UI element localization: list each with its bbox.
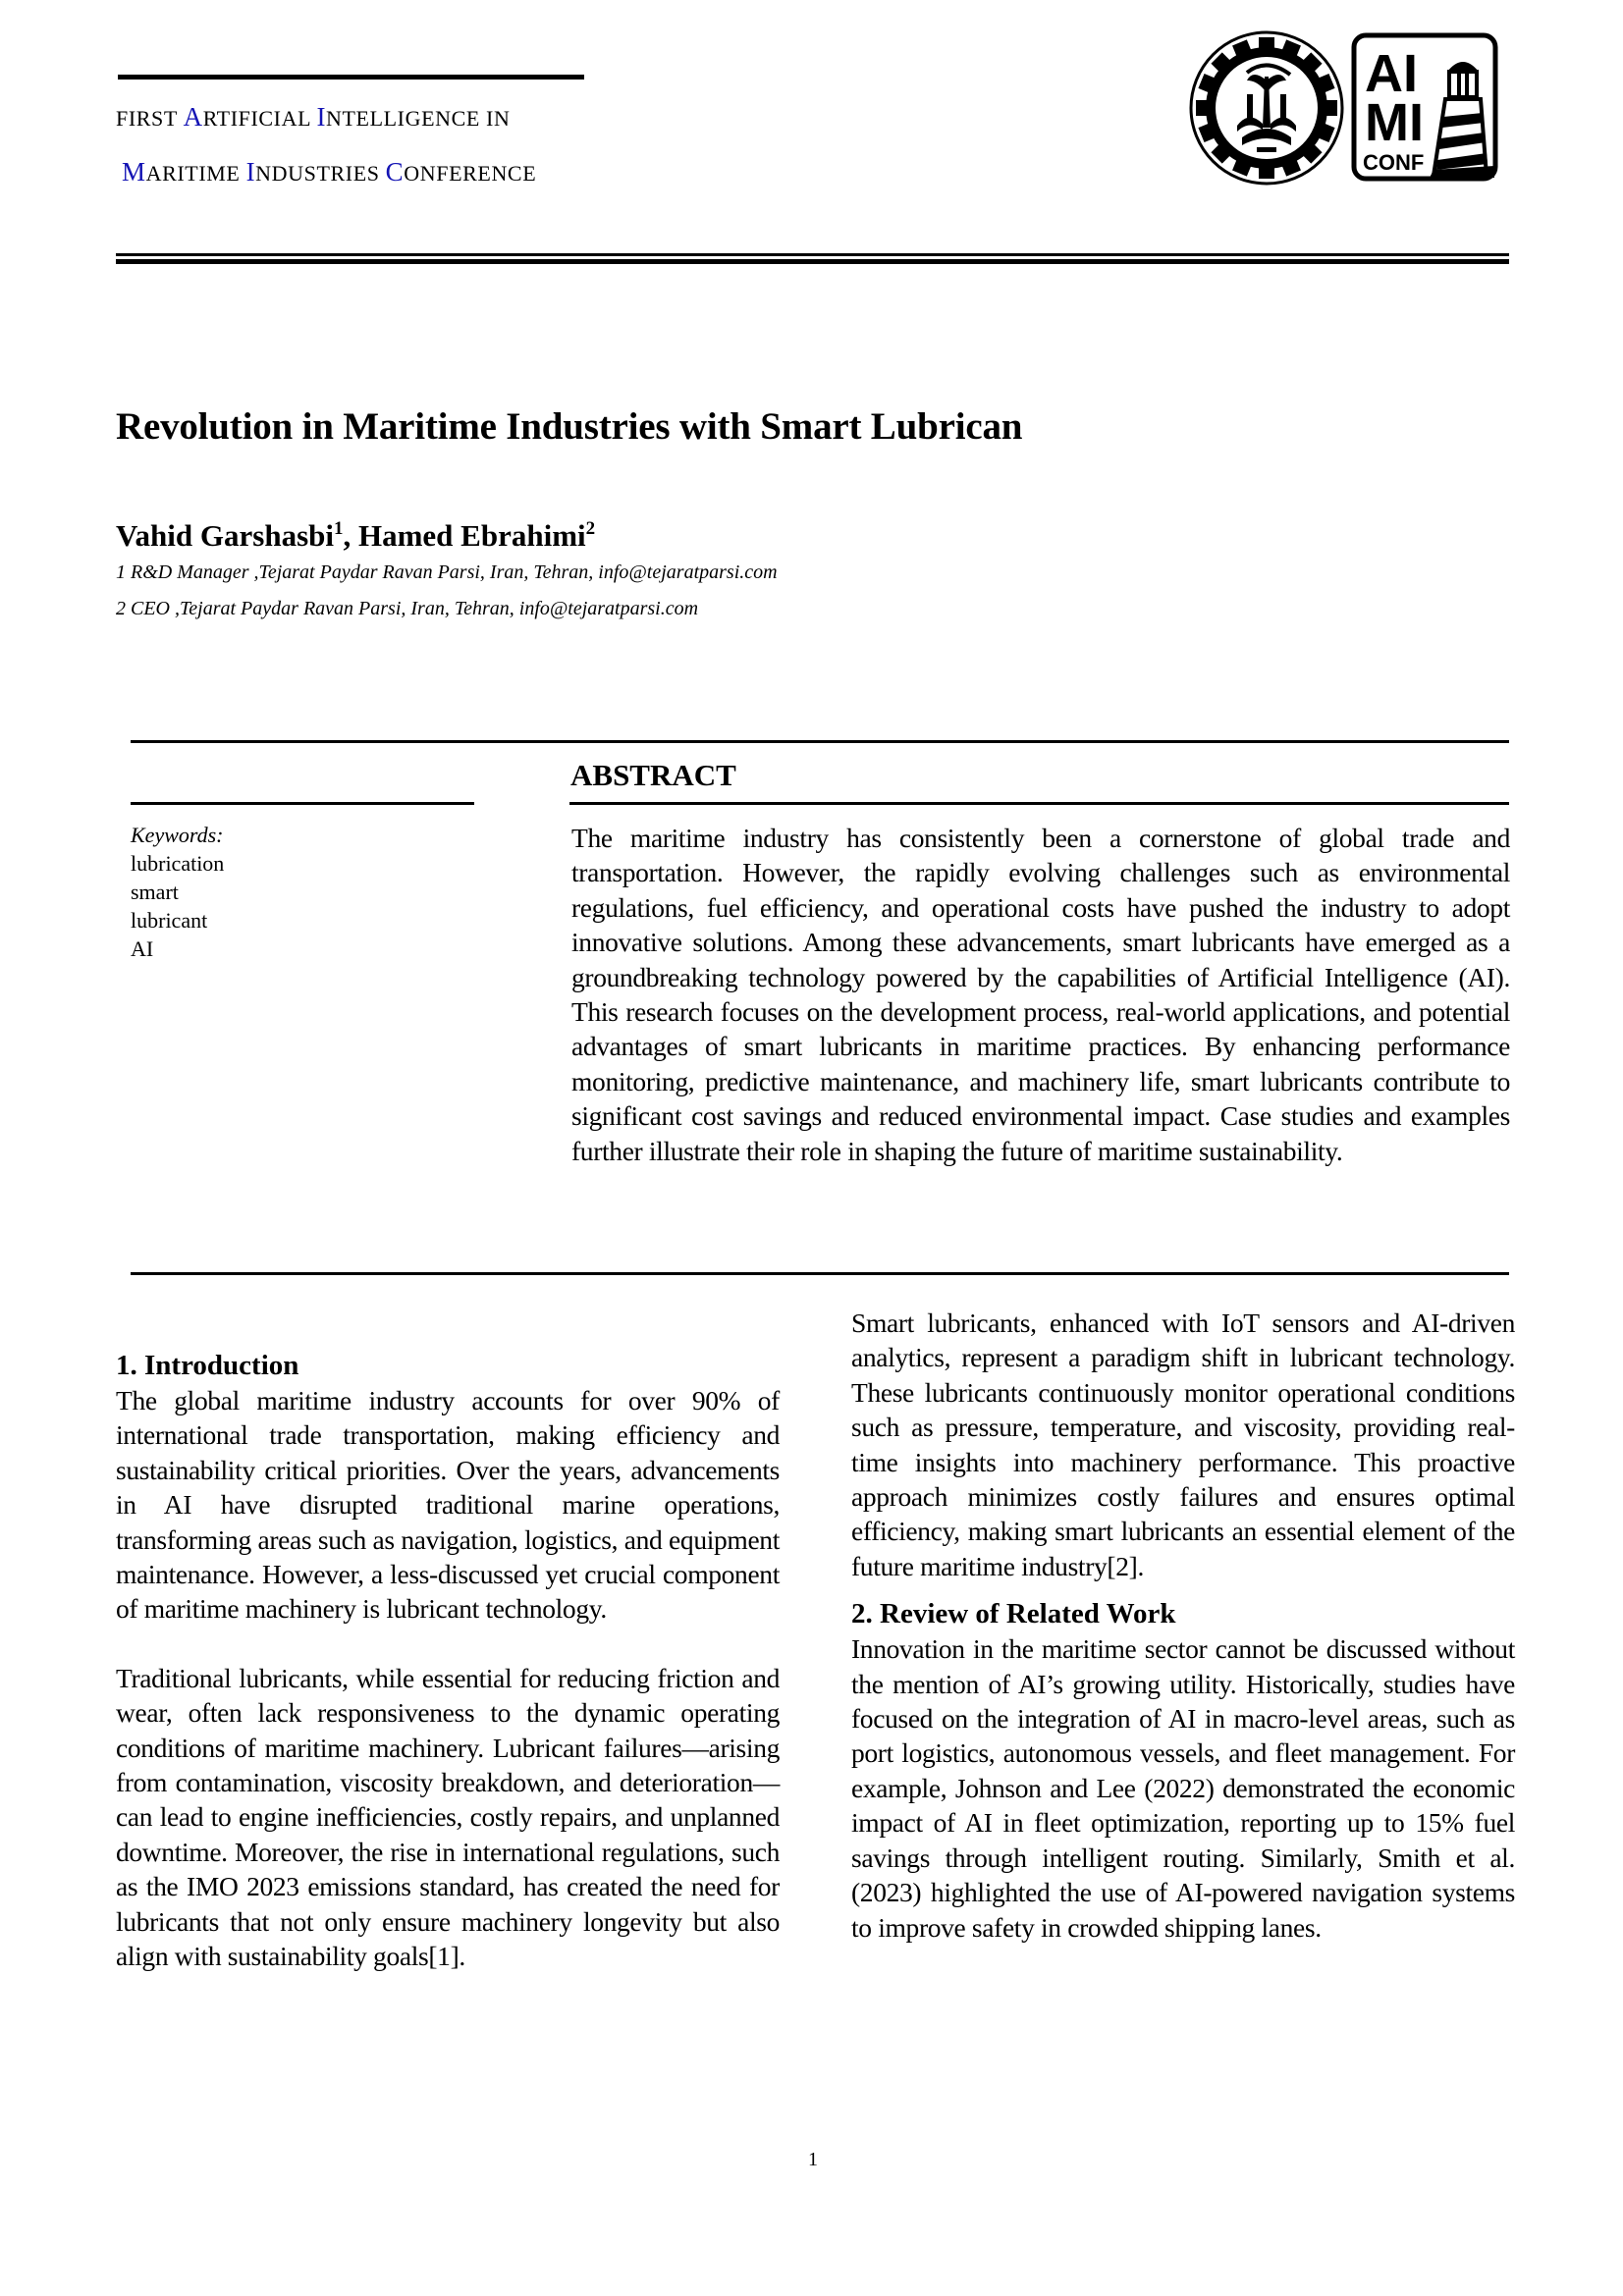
keywords-rule <box>131 802 474 805</box>
abstract-top-rule <box>131 740 1509 743</box>
left-column <box>116 1349 780 1974</box>
keyword-item: smart <box>131 880 179 904</box>
conference-name-line-2: MARITIME INDUSTRIES CONFERENCE <box>122 157 537 187</box>
author-affiliation-marker: 2 <box>585 518 596 539</box>
keyword-item: lubricant <box>131 908 208 933</box>
paragraph: Traditional lubricants, while essential for reducing friction and wear, often lack responsiveness to the dynamic operating conditions of maritime machinery. Lubricant failures—arising from contamination, viscosity breakdown, and deterioration—can lead to engine inefficiencies, costly repairs, and unplanned downtime. Moreover, the rise in international regulations, such as the IMO 2023 emissions standard, has created the need for lubricants that not only ensure machinery longevity but also align with sustainability goals[1]. <box>116 1662 780 1972</box>
keyword-item: AI <box>131 936 154 961</box>
abstract-body: The maritime industry has consistently been a cornerstone of global trade and transportation. However, the rapidly evolving challenges such as environmental regulations, fuel efficiency, and operational costs have pushed the industry to adopt innovative solutions. Among these advancements, smart lubricants have emerged as a groundbreaking technology powered by the capabilities of Artificial Intelligence (AI). This research focuses on the development process, real-world applications, and potential advantages of smart lubricants in maritime practices. By enhancing performance monitoring, predictive maintenance, and machinery life, smart lubricants contribute to significant cost savings and reduced environmental impact. Case studies and examples further illustrate their role in shaping the future of maritime sustainability. <box>571 823 1510 1166</box>
author-list: Vahid Garshasbi$^1$, Hamed Ebrahimi$^2$ <box>116 518 596 553</box>
highlight-letter: M <box>122 157 146 187</box>
aimi-conference-logo <box>1351 32 1498 182</box>
abstract-heading: ABSTRACT <box>570 758 736 792</box>
section-heading-related-work: 2. Review of Related Work <box>851 1598 1176 1630</box>
paragraph: Smart lubricants, enhanced with IoT sensors and AI-driven analytics, represent a paradigm shift in lubricant technology. These lubricants continuously monitor operational conditions such as pressure, temperature, and viscosity, providing real-time insights into machinery performance. This proactive approach minimizes costly failures and ensures optimal efficiency, making smart lubricants an essential element of the future maritime industry[2]. <box>851 1308 1515 1581</box>
section-heading-introduction: 1. Introduction <box>116 1350 299 1381</box>
svg-text:MI: MI <box>1365 93 1424 152</box>
header-double-rule-thin <box>116 253 1509 256</box>
abstract-bottom-rule <box>131 1272 1509 1275</box>
svg-text:AI: AI <box>1365 44 1418 103</box>
gear-seal-icon <box>1188 29 1345 187</box>
affiliation-1: 1 R&D Manager ,Tejarat Paydar Ravan Parsi, Iran, Tehran, info@tejaratparsi.com <box>116 561 778 583</box>
highlight-letter: I <box>316 102 327 132</box>
highlight-letter: A <box>183 102 203 132</box>
paragraph: Innovation in the maritime sector cannot be discussed without the mention of AI’s growing utility. Historically, studies have focused on the integration of AI in macro-level areas, such as port logistics, autonomous vessels, and fleet management. For example, Johnson and Lee (2022) demonstrated the economic impact of AI in fleet optimization, reporting up to 15% fuel savings through intelligent routing. Similarly, Smith et al. (2023) highlighted the use of AI-powered navigation systems to improve safety in crowded shipping lanes. <box>851 1633 1515 1943</box>
abstract-heading-rule <box>569 802 1509 805</box>
paper-title: Revolution in Maritime Industries with Smart Lubrican <box>116 405 1023 448</box>
author-name: Vahid Garshasbi <box>116 518 334 553</box>
header-top-rule <box>118 75 584 80</box>
page-number: 1 <box>808 2149 818 2170</box>
author-name: Hamed Ebrahimi <box>357 518 586 553</box>
header-double-rule-thick <box>116 259 1509 264</box>
university-seal-logo <box>1188 29 1345 187</box>
affiliation-2: 2 CEO ,Tejarat Paydar Ravan Parsi, Iran, Tehran, info@tejaratparsi.com <box>116 598 699 619</box>
highlight-letter: C <box>385 157 405 187</box>
lighthouse-icon <box>1351 32 1498 182</box>
conference-name-line-1: FIRST ARTIFICIAL INTELLIGENCE IN <box>116 102 511 132</box>
keywords-label: Keywords: <box>131 823 224 847</box>
keywords-block <box>131 821 464 963</box>
right-column <box>851 1306 1515 1945</box>
highlight-letter: I <box>245 157 256 187</box>
keyword-item: lubrication <box>131 851 225 876</box>
paragraph: The global maritime industry accounts for over 90% of international trade transportation, making efficiency and sustainability critical priorities. Over the years, advancements in AI have disrupted traditional marine operations, transforming areas such as navigation, logistics, and equipment maintenance. However, a less-discussed yet crucial component of maritime machinery is lubricant technology. <box>116 1385 780 1625</box>
svg-text:CONF: CONF <box>1363 150 1425 175</box>
author-affiliation-marker: 1 <box>333 518 344 539</box>
